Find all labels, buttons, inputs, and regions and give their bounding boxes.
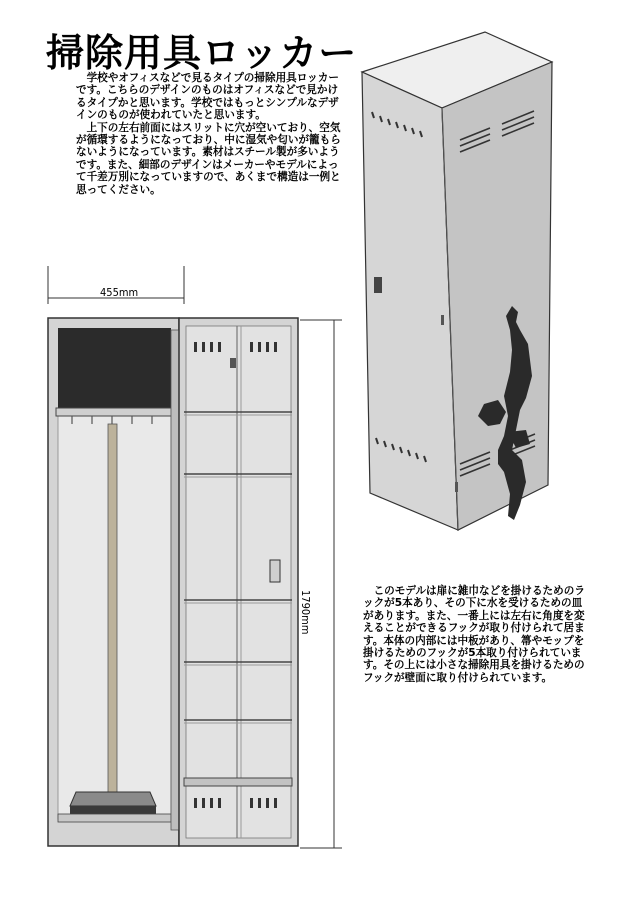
height-dimension-line (300, 320, 342, 848)
closed-locker-illustration (362, 32, 552, 530)
width-dimension-label: 455mm (100, 286, 139, 299)
model-note-text (363, 585, 588, 684)
height-dimension-label: 1790mm (299, 590, 312, 635)
intro-paragraph-2: 上下の左右前面にはスリットに穴が空いており、空気が循環するようになっており、中に湿気や匂いが籠もらないようになっています。素材はスチール製が多いようです。また、細部のデザインはメーカーやモデルによって千差万別になっていますので、あくまで構造は一例と思ってください。 (76, 121, 341, 196)
open-locker-illustration (48, 318, 298, 846)
model-note-paragraph: このモデルは扉に雑巾などを掛けるためのラックが5本あり、その下に水を受けるための皿があります。また、一番上には左右に角度を変えることができるフックが取り付けられて居ます。本体の内部には中板があり、箒やモップを掛けるためのフックが5本取り付けられています。その上には小さな掃除用具を掛けるためのフックが壁面に取り付けられています。 (363, 585, 585, 684)
intro-paragraph-1: 学校やオフィスなどで見るタイプの掃除用具ロッカーです。こちらのデザインのものはオフィスなどで見かけるタイプかと思います。学校ではもっとシンプルなデザインのものが使われていたと思います。 (76, 72, 339, 122)
door-handle-icon (374, 277, 382, 293)
page-title: 掃除用具ロッカー (46, 31, 358, 75)
